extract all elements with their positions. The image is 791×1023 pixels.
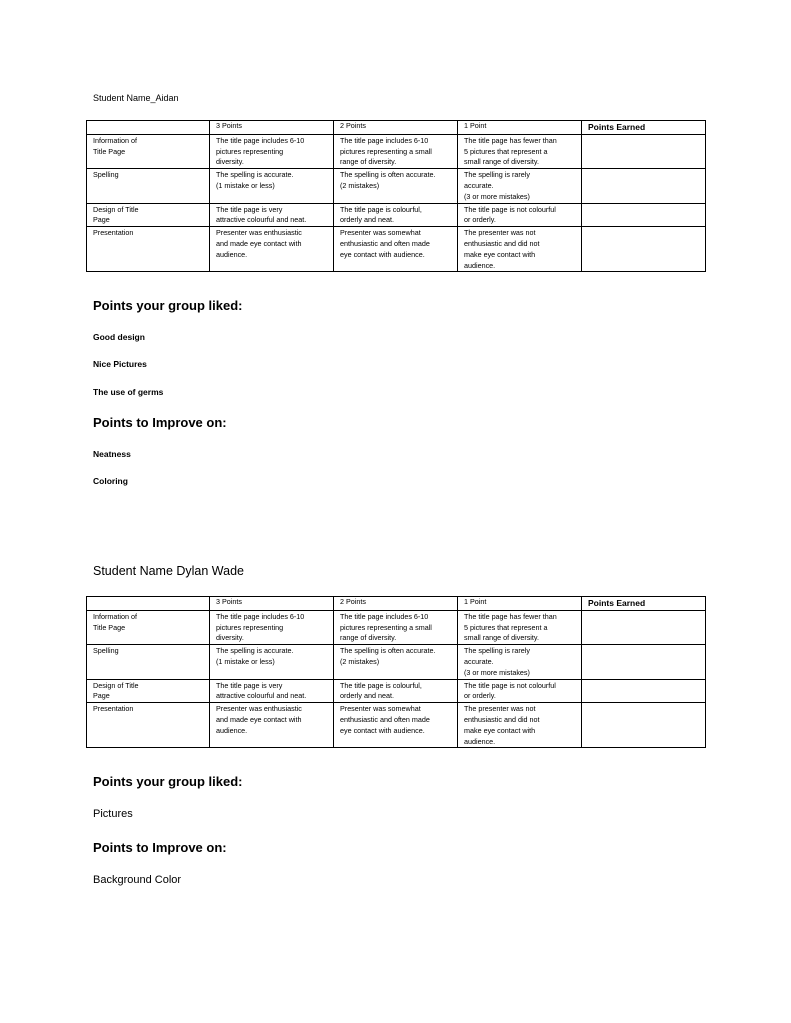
rubric-header-row bbox=[87, 597, 706, 611]
rubric-cell: The title page is not colourful or orderly. bbox=[458, 679, 582, 703]
rubric-cell: The title page includes 6-10 pictures representing diversity. bbox=[210, 610, 334, 644]
header-cell: 2 Points bbox=[334, 597, 458, 611]
rubric-row bbox=[87, 610, 706, 644]
rubric-cell: The title page has fewer than 5 pictures that represent a small range of diversity. bbox=[458, 134, 582, 168]
rubric-cell: Presenter was enthusiastic and made eye contact with audience. bbox=[210, 703, 334, 748]
rubric-cell: The spelling is often accurate. (2 mistakes) bbox=[334, 169, 458, 203]
liked-item: Good design bbox=[93, 332, 145, 342]
rubric-cell: Presenter was somewhat enthusiastic and often made eye contact with audience. bbox=[334, 227, 458, 272]
rubric-cell: The presenter was not enthusiastic and did not make eye contact with audience. bbox=[458, 227, 582, 272]
points-earned-cell bbox=[582, 134, 706, 168]
header-cell: 3 Points bbox=[210, 597, 334, 611]
rubric-cell: The title page is not colourful or orderly. bbox=[458, 203, 582, 227]
student-name-2: Student Name Dylan Wade bbox=[93, 564, 245, 578]
rubric-cell: The title page is very attractive colourful and neat. bbox=[210, 679, 334, 703]
header-cell: 3 Points bbox=[210, 121, 334, 135]
improve-heading-1: Points to Improve on: bbox=[93, 415, 227, 430]
rubric-cell: The spelling is often accurate. (2 mistakes) bbox=[334, 645, 458, 679]
rubric-row bbox=[87, 679, 706, 703]
rubric-cell: The spelling is accurate. (1 mistake or less) bbox=[210, 169, 334, 203]
liked-item: The use of germs bbox=[93, 387, 164, 397]
header-cell: 1 Point bbox=[458, 121, 582, 135]
rubric-cell: The presenter was not enthusiastic and did not make eye contact with audience. bbox=[458, 703, 582, 748]
points-earned-cell bbox=[582, 703, 706, 748]
criterion-cell: Design of Title Page bbox=[87, 679, 210, 703]
criterion-cell: Design of Title Page bbox=[87, 203, 210, 227]
rubric-row bbox=[87, 203, 706, 227]
rubric-row bbox=[87, 703, 706, 748]
liked-item: Pictures bbox=[93, 808, 133, 820]
rubric-cell: The spelling is rarely accurate. (3 or more mistakes) bbox=[458, 645, 582, 679]
liked-heading-2: Points your group liked: bbox=[93, 774, 243, 789]
rubric-cell: The spelling is accurate. (1 mistake or less) bbox=[210, 645, 334, 679]
criterion-cell: Information of Title Page bbox=[87, 610, 210, 644]
rubric-row bbox=[87, 134, 706, 168]
criterion-cell: Spelling bbox=[87, 645, 210, 679]
rubric-cell: The title page includes 6-10 pictures representing diversity. bbox=[210, 134, 334, 168]
points-earned-cell bbox=[582, 645, 706, 679]
rubric-row bbox=[87, 645, 706, 679]
rubric-table-2 bbox=[86, 596, 706, 748]
points-earned-cell bbox=[582, 227, 706, 272]
improve-item: Neatness bbox=[93, 449, 131, 459]
rubric-cell: The title page includes 6-10 pictures representing a small range of diversity. bbox=[334, 134, 458, 168]
student-name-1: Student Name_Aidan bbox=[93, 93, 179, 103]
header-cell: 2 Points bbox=[334, 121, 458, 135]
points-earned-cell bbox=[582, 679, 706, 703]
header-cell-points-earned: Points Earned bbox=[582, 121, 706, 135]
rubric-cell: Presenter was enthusiastic and made eye contact with audience. bbox=[210, 227, 334, 272]
header-cell bbox=[87, 597, 210, 611]
rubric-table-1 bbox=[86, 120, 706, 272]
improve-item: Background Color bbox=[93, 874, 182, 886]
rubric-cell: The title page is colourful, orderly and neat. bbox=[334, 203, 458, 227]
rubric-cell: The title page is colourful, orderly and neat. bbox=[334, 679, 458, 703]
improve-item: Coloring bbox=[93, 476, 128, 486]
criterion-cell: Information of Title Page bbox=[87, 134, 210, 168]
header-cell: 1 Point bbox=[458, 597, 582, 611]
liked-item: Nice Pictures bbox=[93, 359, 147, 369]
liked-heading-1: Points your group liked: bbox=[93, 298, 243, 313]
header-cell-points-earned: Points Earned bbox=[582, 597, 706, 611]
rubric-cell: The title page is very attractive colourful and neat. bbox=[210, 203, 334, 227]
rubric-cell: The title page includes 6-10 pictures representing a small range of diversity. bbox=[334, 610, 458, 644]
rubric-header-row bbox=[87, 121, 706, 135]
criterion-cell: Presentation bbox=[87, 703, 210, 748]
criterion-cell: Spelling bbox=[87, 169, 210, 203]
criterion-cell: Presentation bbox=[87, 227, 210, 272]
rubric-cell: The title page has fewer than 5 pictures that represent a small range of diversity. bbox=[458, 610, 582, 644]
improve-heading-2: Points to Improve on: bbox=[93, 840, 227, 855]
rubric-cell: The spelling is rarely accurate. (3 or more mistakes) bbox=[458, 169, 582, 203]
points-earned-cell bbox=[582, 169, 706, 203]
points-earned-cell bbox=[582, 203, 706, 227]
rubric-cell: Presenter was somewhat enthusiastic and often made eye contact with audience. bbox=[334, 703, 458, 748]
header-cell bbox=[87, 121, 210, 135]
points-earned-cell bbox=[582, 610, 706, 644]
rubric-row bbox=[87, 227, 706, 272]
rubric-row bbox=[87, 169, 706, 203]
